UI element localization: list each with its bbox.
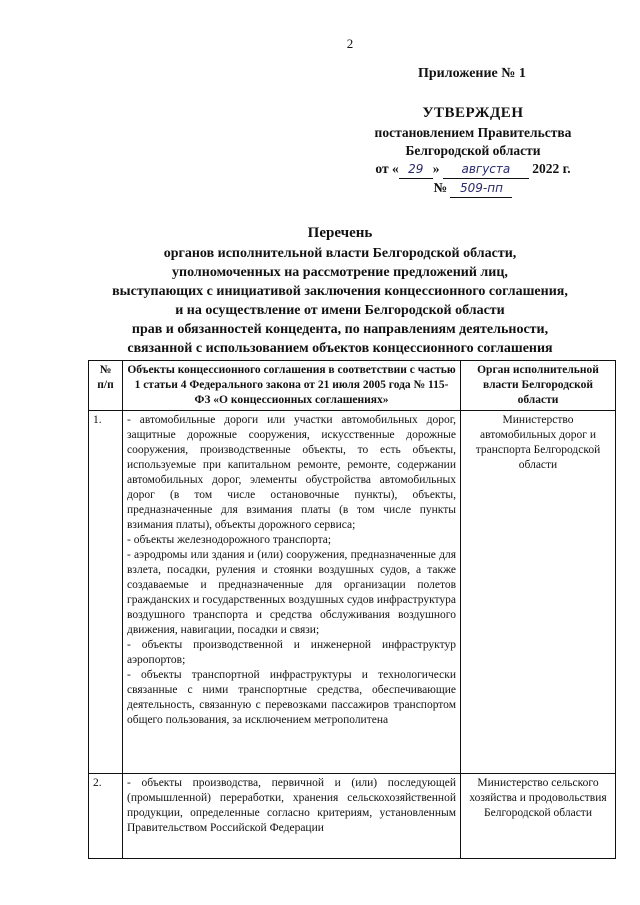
title-heading: Перечень: [307, 225, 373, 241]
object-item: - объекты транспортной инфраструктуры и технологически связанные с ними транспортные средства, обеспечивающие деятельность, связанную с перевозками пассажиров транспортом общего пользования, за исключением метрополитена: [127, 669, 456, 726]
header-num-line-2: п/п: [97, 379, 114, 391]
header-num-line-1: №: [99, 364, 112, 376]
header-organ: Орган исполнительной власти Белгородской области: [461, 361, 616, 411]
header-num: [89, 361, 123, 411]
approval-line-2: Белгородской области: [405, 143, 541, 158]
row-objects: [123, 774, 461, 859]
date-prefix: от «: [375, 161, 399, 176]
approved-label: УТВЕРЖДЕН: [422, 105, 524, 121]
table-header-row: [89, 361, 616, 411]
object-item: - объекты производственной и инженерной инфраструктур аэропортов;: [127, 639, 456, 666]
table-row: [89, 411, 616, 774]
date-mid: »: [432, 161, 440, 176]
object-item: - автомобильные дороги или участки автомобильных дорог, защитные дорожные сооружения, искусственные дорожные сооружения, производственные объекты, то есть объекты, используемые при капитальном ремонте, ремонте, содержании автомобильных дорог, элементы обустройства автомобильных дорог (в том числе остановочные пункты), объекты, предназначенные для взимания платы (в том числе пункты взимания платы), объекты дорожного сервиса;: [127, 414, 456, 531]
approval-line-1: постановлением Правительства: [374, 125, 572, 140]
organs-table: [88, 360, 616, 859]
title-line: выступающих с инициативой заключения концессионного соглашения,: [112, 284, 568, 299]
header-objects: Объекты концессионного соглашения в соответствии с частью 1 статьи 4 Федерального закона от 21 июля 2005 года № 115-ФЗ «О концессионных соглашениях»: [123, 361, 461, 411]
object-item: - аэродромы или здания и (или) сооружения, предназначенные для взлета, посадки, руления и стоянки воздушных судов, а также создаваемые и предназначенные для организации полетов гражданских и государственных воздушных судов инфраструктура воздушного транспорта и средства обслуживания воздушного движения, навигации, посадки и связи;: [127, 549, 456, 636]
title-line: связанной с использованием объектов концессионного соглашения: [127, 341, 553, 356]
approval-date: [352, 160, 594, 179]
date-day: 29: [399, 160, 433, 179]
title-line: уполномоченных на рассмотрение предложений лиц,: [172, 265, 508, 280]
date-month: августа: [443, 160, 529, 179]
table-row: [89, 774, 616, 859]
page-number: 2: [346, 36, 354, 51]
date-year: 2022 г.: [532, 161, 571, 176]
row-organ: Министерство автомобильных дорог и транспорта Белгородской области: [461, 411, 616, 774]
document-title: [60, 224, 620, 358]
approval-block: [352, 104, 594, 198]
title-line: и на осуществление от имени Белгородской области: [175, 303, 505, 318]
number-value: 509-пп: [450, 179, 512, 198]
title-line: органов исполнительной власти Белгородской области,: [163, 246, 517, 261]
appendix-title: Приложение № 1: [418, 66, 526, 81]
title-line: прав и обязанностей концедента, по направлениям деятельности,: [131, 322, 549, 337]
row-number: 2.: [89, 774, 123, 859]
object-item: - объекты производства, первичной и (или) последующей (промышленной) переработки, хранения сельскохозяйственной продукции, определенные согласно критериям, установленным Правительством Российской Федерации: [127, 777, 456, 834]
row-objects: [123, 411, 461, 774]
number-prefix: №: [433, 180, 448, 195]
object-item: - объекты железнодорожного транспорта;: [127, 534, 332, 546]
approval-number: [352, 179, 594, 198]
row-number: 1.: [89, 411, 123, 774]
row-organ: Министерство сельского хозяйства и продовольствия Белгородской области: [461, 774, 616, 859]
